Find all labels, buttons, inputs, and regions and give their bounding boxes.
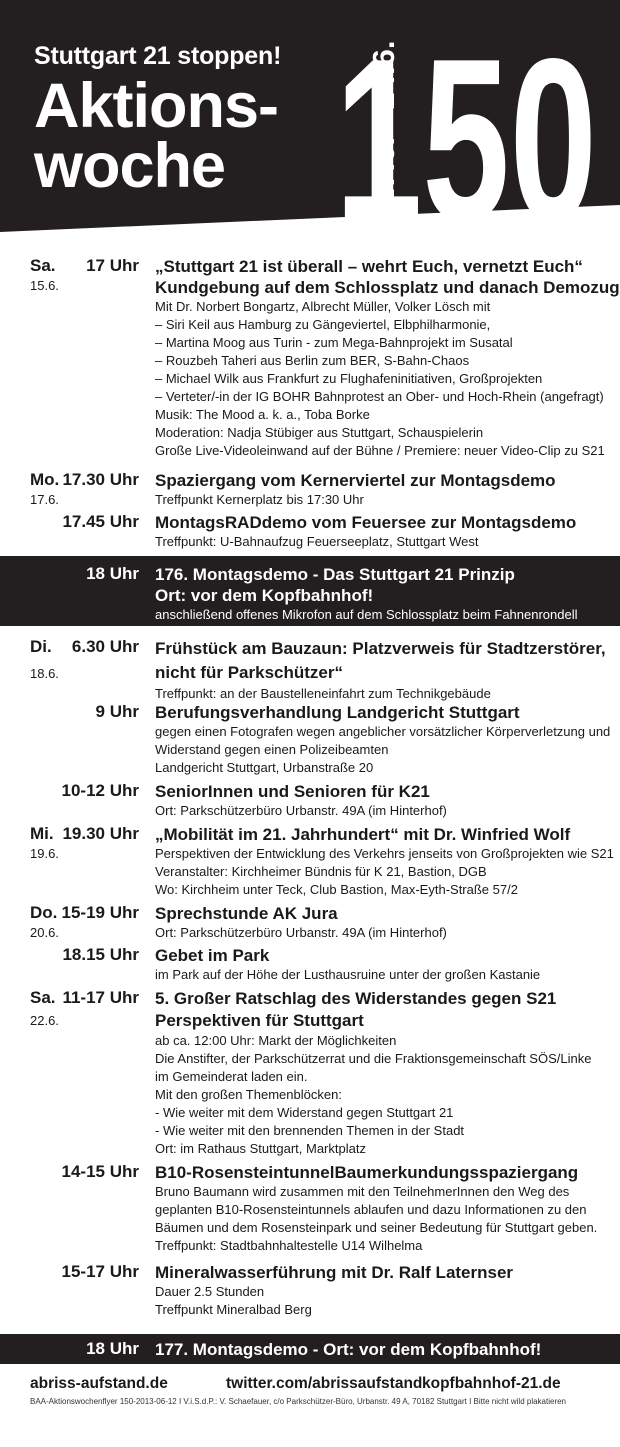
event-time: 17 Uhr bbox=[86, 256, 139, 275]
header-title bbox=[34, 71, 278, 201]
event-detail: Musik: The Mood a. k. a., Toba Borke bbox=[155, 407, 370, 422]
event-content bbox=[155, 702, 613, 777]
event-detail: Moderation: Nadja Stübiger aus Stuttgart, Schauspielerin bbox=[155, 425, 484, 440]
event-detail: Treffpunkt: an der Baustelleneinfahrt zum Technikgebäude bbox=[155, 686, 491, 701]
event-detail: Bäumen und dem Rosensteinpark und seiner Bedeutung für Stuttgart geben. bbox=[155, 1220, 598, 1235]
band-title: 177. Montagsdemo - Ort: vor dem Kopfbahnhof! bbox=[155, 1340, 542, 1359]
event-subtitle: Kundgebung auf dem Schlossplatz und danach Demozug bbox=[155, 278, 620, 297]
header-title-line-1: Aktions- bbox=[34, 71, 278, 141]
band-location: Ort: vor dem Kopfbahnhof! bbox=[155, 586, 374, 605]
event-detail: gegen einen Fotografen wegen angeblicher vorsätzlicher Körperverletzung und bbox=[155, 724, 611, 739]
event-detail: Treffpunkt Kernerplatz bis 17:30 Uhr bbox=[155, 492, 364, 507]
header-pretitle: Stuttgart 21 stoppen! bbox=[34, 42, 282, 70]
flyer-header bbox=[0, 0, 620, 240]
event-detail: Landgericht Stuttgart, Urbanstraße 20 bbox=[155, 760, 374, 775]
event-detail: Mit den großen Themenblöcken: bbox=[155, 1087, 342, 1102]
event-content bbox=[155, 1162, 613, 1255]
event-content bbox=[155, 824, 613, 899]
event-day: Do. bbox=[30, 903, 58, 922]
event-detail: Treffpunkt: U-Bahnaufzug Feuerseeplatz, Stuttgart West bbox=[155, 534, 479, 549]
event-time: 17.45 Uhr bbox=[62, 512, 139, 531]
event-time: 18.15 Uhr bbox=[62, 945, 139, 964]
event-detail: – Rouzbeh Taheri aus Berlin zum BER, S-Bahn-Chaos bbox=[155, 353, 470, 368]
event-title: Frühstück am Bauzaun: Platzverweis für Stadtzerstörer, bbox=[155, 639, 606, 658]
event-time: 14-15 Uhr bbox=[61, 1162, 139, 1181]
event-day: Sa. bbox=[30, 988, 56, 1007]
band-content bbox=[155, 564, 613, 624]
band-content bbox=[155, 1339, 613, 1360]
event-title: „Mobilität im 21. Jahrhundert“ mit Dr. Winfried Wolf bbox=[155, 825, 571, 844]
event-detail: im Gemeinderat laden ein. bbox=[155, 1069, 308, 1084]
event-title: Spaziergang vom Kernerviertel zur Montagsdemo bbox=[155, 471, 556, 490]
event-title: Berufungsverhandlung Landgericht Stuttgart bbox=[155, 703, 520, 722]
event-content bbox=[155, 256, 620, 460]
event-detail: Ort: Parkschützerbüro Urbanstr. 49A (im Hinterhof) bbox=[155, 925, 447, 940]
header-title-line-2: woche bbox=[34, 131, 226, 201]
event-content bbox=[155, 781, 613, 820]
event-detail: ab ca. 12:00 Uhr: Markt der Möglichkeiten bbox=[155, 1033, 397, 1048]
event-detail: im Park auf der Höhe der Lusthausruine unter der großen Kastanie bbox=[155, 967, 541, 982]
event-detail: Ort: im Rathaus Stuttgart, Marktplatz bbox=[155, 1141, 366, 1156]
event-day: Di. bbox=[30, 637, 52, 656]
event-title: 5. Großer Ratschlag des Widerstandes gegen S21 bbox=[155, 989, 557, 1008]
event-content bbox=[155, 637, 613, 703]
event-detail: – Siri Keil aus Hamburg zu Gängeviertel, Elbphilharmonie, bbox=[155, 317, 491, 332]
event-title: Gebet im Park bbox=[155, 946, 270, 965]
event-detail: Ort: Parkschützerbüro Urbanstr. 49A (im Hinterhof) bbox=[155, 803, 447, 818]
event-date: 15.6. bbox=[30, 278, 59, 293]
event-time: 10-12 Uhr bbox=[61, 781, 139, 800]
band-title: 176. Montagsdemo - Das Stuttgart 21 Prinzip bbox=[155, 565, 515, 584]
event-title: Mineralwasserführung mit Dr. Ralf Laternser bbox=[155, 1263, 514, 1282]
event-day: Mo. bbox=[30, 470, 60, 489]
event-date: 17.6. bbox=[30, 492, 59, 507]
footer-link-abriss-aufstand[interactable]: abriss-aufstand.de bbox=[30, 1375, 168, 1392]
event-date: 20.6. bbox=[30, 925, 59, 940]
event-detail: – Michael Wilk aus Frankfurt zu Flughafeninitiativen, Großprojekten bbox=[155, 371, 543, 386]
header-number-text: 150 bbox=[335, 38, 597, 228]
event-time: 19.30 Uhr bbox=[62, 824, 139, 843]
event-detail: Widerstand gegen einen Polizeibeamten bbox=[155, 742, 389, 757]
event-content bbox=[155, 903, 613, 942]
event-detail: Große Live-Videoleinwand auf der Bühne / Premiere: neuer Video-Clip zu S21 bbox=[155, 443, 605, 458]
event-content bbox=[155, 470, 613, 509]
event-subtitle: nicht für Parkschützer“ bbox=[155, 663, 343, 682]
footer-link-kopfbahnhof[interactable]: kopfbahnhof-21.de bbox=[422, 1375, 561, 1392]
highlight-band-montagsdemo-176 bbox=[0, 556, 620, 626]
event-detail: Veranstalter: Kirchheimer Bündnis für K 21, Bastion, DGB bbox=[155, 864, 487, 879]
event-time: 9 Uhr bbox=[95, 702, 139, 721]
footer-imprint: BAA-Aktionswochenflyer 150-2013-06-12 I V.i.S.d.P.: V. Schaefauer, c/o Parkschützer-Büro, Urbanstr. 49 A, 70182 Stuttgart I Bitte nicht wild plakatieren bbox=[30, 1397, 567, 1406]
event-detail: – Verteter/-in der IG BOHR Bahnprotest an Ober- und Hoch-Rhein (angefragt) bbox=[155, 389, 604, 404]
event-title: B10-RosensteintunnelBaumerkundungsspaziergang bbox=[155, 1163, 579, 1182]
event-time: 6.30 Uhr bbox=[71, 637, 139, 656]
event-detail: Perspektiven der Entwicklung des Verkehrs jenseits von Großprojekten wie S21 bbox=[155, 846, 614, 861]
event-detail: – Martina Moog aus Turin - zum Mega-Bahnprojekt im Susatal bbox=[155, 335, 513, 350]
event-time: 11-17 Uhr bbox=[62, 988, 139, 1007]
band-time: 18 Uhr bbox=[86, 1339, 139, 1358]
event-subtitle: Perspektiven für Stuttgart bbox=[155, 1011, 364, 1030]
event-content bbox=[155, 988, 613, 1158]
event-day: Sa. bbox=[30, 256, 56, 275]
event-time: 17.30 Uhr bbox=[62, 470, 139, 489]
event-time: 15-17 Uhr bbox=[61, 1262, 139, 1281]
event-detail: Dauer 2.5 Stunden bbox=[155, 1284, 265, 1299]
event-content bbox=[155, 512, 613, 551]
band-detail: anschließend offenes Mikrofon auf dem Schlossplatz beim Fahnenrondell bbox=[155, 607, 578, 622]
event-detail: Treffpunkt: Stadtbahnhaltestelle U14 Wilhelma bbox=[155, 1238, 423, 1253]
event-detail: Bruno Baumann wird zusammen mit den TeilnehmerInnen den Weg des bbox=[155, 1184, 570, 1199]
header-dates: 17.6. - 24.6. bbox=[366, 40, 401, 206]
event-detail: - Wie weiter mit den brennenden Themen in der Stadt bbox=[155, 1123, 465, 1138]
event-date: 18.6. bbox=[30, 666, 59, 681]
event-content bbox=[155, 1262, 613, 1319]
event-time: 15-19 Uhr bbox=[61, 903, 139, 922]
header-number bbox=[331, 38, 601, 228]
highlight-band-montagsdemo-177 bbox=[0, 1334, 620, 1364]
footer-link-twitter[interactable]: twitter.com/abrissaufstand bbox=[226, 1375, 423, 1392]
event-detail: Wo: Kirchheim unter Teck, Club Bastion, Max-Eyth-Straße 57/2 bbox=[155, 882, 518, 897]
event-date: 22.6. bbox=[30, 1013, 59, 1028]
band-time: 18 Uhr bbox=[86, 564, 139, 583]
event-detail: - Wie weiter mit dem Widerstand gegen Stuttgart 21 bbox=[155, 1105, 454, 1120]
event-content bbox=[155, 945, 613, 984]
event-detail: Treffpunkt Mineralbad Berg bbox=[155, 1302, 312, 1317]
event-title: Sprechstunde AK Jura bbox=[155, 904, 338, 923]
event-day: Mi. bbox=[30, 824, 54, 843]
event-title: SeniorInnen und Senioren für K21 bbox=[155, 782, 430, 801]
event-detail: Die Anstifter, der Parkschützerrat und die Fraktionsgemeinschaft SÖS/Linke bbox=[155, 1051, 592, 1066]
event-detail: Mit Dr. Norbert Bongartz, Albrecht Müller, Volker Lösch mit bbox=[155, 299, 491, 314]
event-detail: geplanten B10-Rosensteintunnels ablaufen und dazu Informationen zu den bbox=[155, 1202, 587, 1217]
event-title: „Stuttgart 21 ist überall – wehrt Euch, vernetzt Euch“ bbox=[155, 257, 583, 276]
event-date: 19.6. bbox=[30, 846, 59, 861]
event-title: MontagsRADdemo vom Feuersee zur Montagsdemo bbox=[155, 513, 577, 532]
